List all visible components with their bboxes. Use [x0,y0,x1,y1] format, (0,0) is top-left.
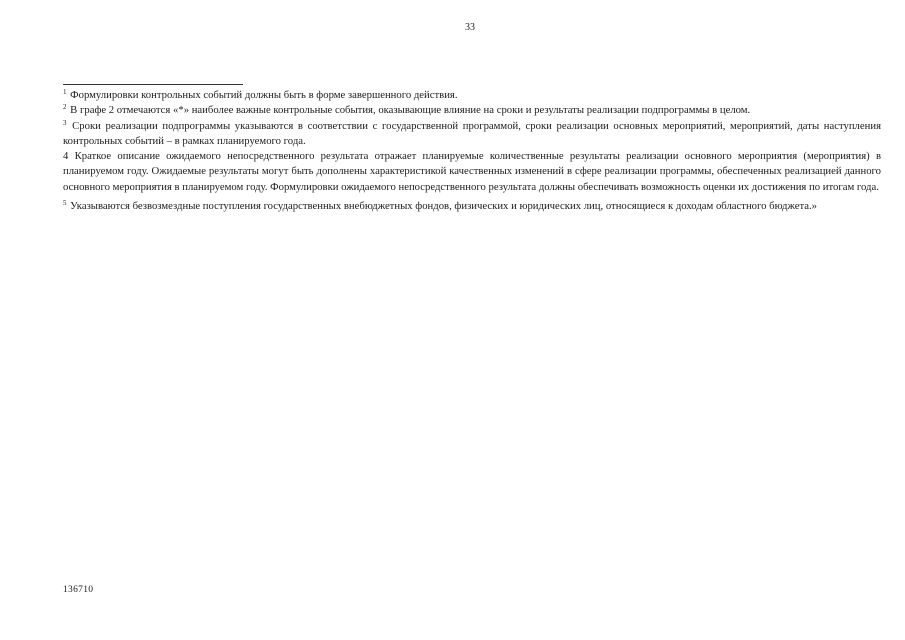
footnote-mark: 5 [63,199,67,208]
footnote-mark: 4 [63,150,69,163]
footnote-1 [63,88,881,103]
footnote-text: Формулировки контрольных событий должны быть в форме завершенного действия. [70,89,458,101]
footnote-text: Краткое описание ожидаемого непосредственного результата отражает планируемые количественные результаты реализации основного мероприятия (мероприятия) в планируемом году. Ожидаемые результаты могут быть дополнены характеристикой качественных изменений в сфере реализации программы, обеспеченных реализацией данного основного мероприятия в планируемом году. Формулировки ожидаемого непосредственного результата должны обеспечивать возможность оценки их достижения по итогам года. [63,150,882,193]
footnote-5 [63,199,881,214]
footnote-mark: 1 [63,88,67,96]
footnote-separator [63,84,243,85]
footnote-2 [63,103,881,118]
footnote-mark: 2 [63,103,67,112]
footnote-4 [63,149,881,195]
footnote-text: Указываются безвозмездные поступления государственных внебюджетных фондов, физических и юридических лиц, относящиеся к доходам областного бюджета.» [70,200,818,213]
footnote-3 [63,119,881,150]
document-code: 136710 [63,585,94,595]
page-number: 33 [465,22,475,33]
footnote-mark: 3 [63,118,67,127]
footnote-text: Сроки реализации подпрограммы указываются в соответствии с государственной программой, сроки реализации основных мероприятий, мероприятий, даты наступления контрольных событий – в рамках планируемого года. [63,119,881,147]
footnote-text: В графе 2 отмечаются «*» наиболее важные контрольные события, оказывающие влияние на сроки и результаты реализации подпрограммы в целом. [70,104,751,117]
footnotes [63,88,881,214]
